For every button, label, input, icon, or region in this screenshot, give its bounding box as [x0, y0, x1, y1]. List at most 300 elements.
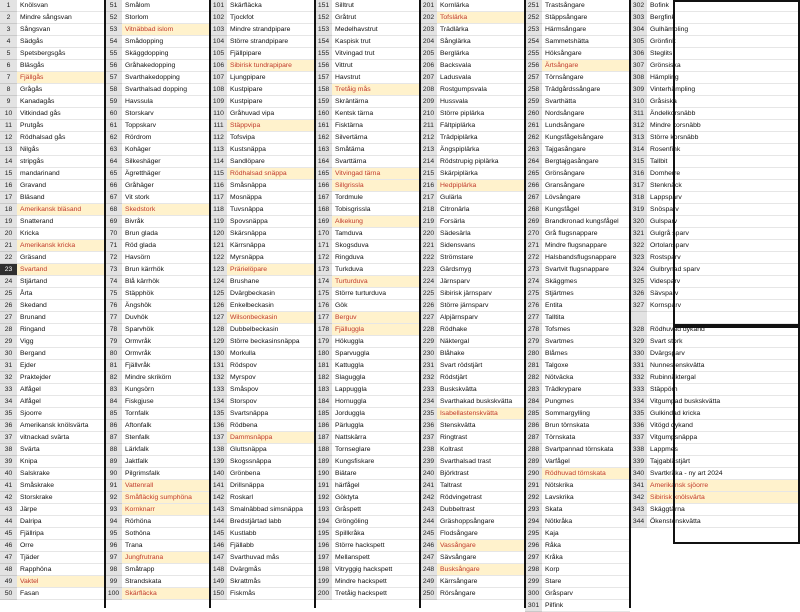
table-row[interactable]	[525, 564, 630, 576]
table-row[interactable]	[0, 216, 105, 228]
species-cell[interactable]: Kustlabb	[227, 528, 315, 540]
species-cell[interactable]: Storlom	[122, 12, 210, 24]
table-row[interactable]	[105, 192, 210, 204]
table-row[interactable]	[315, 204, 420, 216]
species-cell[interactable]: Drillsnäppa	[227, 480, 315, 492]
table-row[interactable]	[315, 444, 420, 456]
species-cell[interactable]: Rödhuvad törnskata	[542, 468, 630, 480]
table-row[interactable]	[105, 168, 210, 180]
table-row[interactable]	[210, 252, 315, 264]
species-cell[interactable]: Wilsonbeckasin	[227, 312, 315, 324]
species-cell[interactable]: Ändelkorsnäbb	[647, 108, 800, 120]
species-cell[interactable]: Småtrapp	[122, 564, 210, 576]
table-row[interactable]	[315, 0, 420, 12]
species-cell[interactable]: Gulgrå sparv	[647, 228, 800, 240]
species-cell[interactable]: Vitnäbbad islom	[122, 24, 210, 36]
species-cell[interactable]: Vitgumpsnäppa	[647, 432, 800, 444]
table-row[interactable]	[210, 564, 315, 576]
species-cell[interactable]: Talltita	[542, 312, 630, 324]
species-cell[interactable]: Amerikansk sjöorre	[647, 480, 800, 492]
species-cell[interactable]: Prärielöpare	[227, 264, 315, 276]
table-row[interactable]	[315, 264, 420, 276]
species-cell[interactable]: Ormvråk	[122, 336, 210, 348]
species-cell[interactable]: Rödvingetrast	[437, 492, 525, 504]
table-row[interactable]	[210, 120, 315, 132]
table-row[interactable]	[630, 72, 800, 84]
table-row[interactable]	[210, 228, 315, 240]
species-cell[interactable]: Småtärna	[332, 144, 420, 156]
species-cell[interactable]: Pärluggla	[332, 420, 420, 432]
table-row[interactable]	[105, 468, 210, 480]
species-cell[interactable]: Sädgås	[17, 36, 105, 48]
species-cell[interactable]: Spillkråka	[332, 528, 420, 540]
species-cell[interactable]: Sävsångare	[437, 552, 525, 564]
table-row[interactable]	[525, 288, 630, 300]
table-row[interactable]	[630, 240, 800, 252]
table-row[interactable]	[210, 540, 315, 552]
species-cell[interactable]: Ringand	[17, 324, 105, 336]
species-cell[interactable]: Mindre sångsvan	[17, 12, 105, 24]
table-row[interactable]	[0, 192, 105, 204]
species-cell[interactable]: Tajgasångare	[542, 144, 630, 156]
species-cell[interactable]: Tordmule	[332, 192, 420, 204]
table-row[interactable]	[105, 336, 210, 348]
species-cell[interactable]: Medelhavstrut	[332, 24, 420, 36]
table-row[interactable]	[210, 552, 315, 564]
species-cell[interactable]: Trastsångare	[542, 0, 630, 12]
species-cell[interactable]: Större strandpipare	[227, 36, 315, 48]
species-cell[interactable]: Gråhakedopping	[122, 60, 210, 72]
table-row[interactable]	[0, 444, 105, 456]
table-row[interactable]	[105, 228, 210, 240]
species-cell[interactable]: Brun törnskata	[542, 420, 630, 432]
species-cell[interactable]: Prutgås	[17, 120, 105, 132]
table-row[interactable]	[0, 252, 105, 264]
species-cell[interactable]: Mindre korsnäbb	[647, 120, 800, 132]
table-row[interactable]	[105, 216, 210, 228]
table-row[interactable]	[210, 276, 315, 288]
table-row[interactable]	[105, 504, 210, 516]
table-row[interactable]	[420, 204, 525, 216]
species-cell[interactable]: Havsörn	[122, 252, 210, 264]
table-row[interactable]	[630, 336, 800, 348]
species-cell[interactable]: Ärtsångare	[542, 60, 630, 72]
species-cell[interactable]: Strömstare	[437, 252, 525, 264]
table-row[interactable]	[210, 432, 315, 444]
table-row[interactable]	[210, 444, 315, 456]
species-cell[interactable]: Stenfalk	[122, 432, 210, 444]
table-row[interactable]	[210, 0, 315, 12]
table-row[interactable]	[210, 60, 315, 72]
table-row[interactable]	[420, 372, 525, 384]
table-row[interactable]	[105, 120, 210, 132]
species-cell[interactable]: Amerikansk bläsand	[17, 204, 105, 216]
species-cell[interactable]: Grönbena	[227, 468, 315, 480]
species-cell[interactable]: Hornuggla	[332, 396, 420, 408]
species-cell[interactable]: Tofsvipa	[227, 132, 315, 144]
table-row[interactable]	[210, 24, 315, 36]
table-row[interactable]	[105, 84, 210, 96]
species-cell[interactable]: Tornfalk	[122, 408, 210, 420]
species-cell[interactable]: Bläsand	[17, 192, 105, 204]
table-row[interactable]	[420, 552, 525, 564]
table-row[interactable]	[630, 156, 800, 168]
table-row[interactable]	[525, 348, 630, 360]
species-cell[interactable]: Storskrake	[17, 492, 105, 504]
species-cell[interactable]: Isabellastenskvätta	[437, 408, 525, 420]
species-cell[interactable]: vitnackad svärta	[17, 432, 105, 444]
table-row[interactable]	[105, 300, 210, 312]
table-row[interactable]	[315, 528, 420, 540]
table-row[interactable]	[105, 420, 210, 432]
table-row[interactable]	[315, 420, 420, 432]
species-cell[interactable]: Tajgablästjärt	[647, 456, 800, 468]
table-row[interactable]	[105, 252, 210, 264]
table-row[interactable]	[630, 12, 800, 24]
species-cell[interactable]: Vinterhämpling	[647, 84, 800, 96]
species-cell[interactable]: Råka	[542, 540, 630, 552]
species-cell[interactable]: Amerikansk knölsvärta	[17, 420, 105, 432]
table-row[interactable]	[420, 528, 525, 540]
table-row[interactable]	[0, 588, 105, 600]
table-row[interactable]	[315, 48, 420, 60]
table-row[interactable]	[525, 576, 630, 588]
species-cell[interactable]: Kungsfiskare	[332, 456, 420, 468]
species-cell[interactable]: Alfågel	[17, 396, 105, 408]
species-cell[interactable]: Vitvingad tärna	[332, 168, 420, 180]
species-cell[interactable]: Småfläckig sumphöna	[122, 492, 210, 504]
table-row[interactable]	[630, 384, 800, 396]
species-cell[interactable]: Stare	[542, 576, 630, 588]
table-row[interactable]	[0, 516, 105, 528]
species-cell[interactable]: Havssula	[122, 96, 210, 108]
species-cell[interactable]: Tretåig hackspett	[332, 588, 420, 600]
species-cell[interactable]: Roskarl	[227, 492, 315, 504]
table-row[interactable]	[525, 228, 630, 240]
species-cell[interactable]: Ökenstenskvätta	[647, 516, 800, 528]
species-cell[interactable]: Silltrut	[332, 0, 420, 12]
table-row[interactable]	[210, 396, 315, 408]
table-row[interactable]	[210, 156, 315, 168]
table-row[interactable]	[210, 192, 315, 204]
species-cell[interactable]: Stäppsångare	[542, 12, 630, 24]
species-cell[interactable]: Koltrast	[437, 444, 525, 456]
species-cell[interactable]: Skata	[542, 504, 630, 516]
table-row[interactable]	[420, 384, 525, 396]
species-cell[interactable]: Skärfläcka	[227, 0, 315, 12]
species-cell[interactable]: Bergtajgasångare	[542, 156, 630, 168]
species-cell[interactable]: Skräntärna	[332, 96, 420, 108]
species-cell[interactable]: Dvärgbeckasin	[227, 288, 315, 300]
table-row[interactable]	[420, 348, 525, 360]
table-row[interactable]	[315, 180, 420, 192]
species-cell[interactable]: Gök	[332, 300, 420, 312]
table-row[interactable]	[0, 300, 105, 312]
table-row[interactable]	[105, 444, 210, 456]
table-row[interactable]	[420, 252, 525, 264]
table-row[interactable]	[525, 204, 630, 216]
table-row[interactable]	[0, 156, 105, 168]
species-cell[interactable]: Kråka	[542, 552, 630, 564]
table-row[interactable]	[105, 204, 210, 216]
species-cell[interactable]: Blåmes	[542, 348, 630, 360]
table-row[interactable]	[0, 576, 105, 588]
table-row[interactable]	[630, 192, 800, 204]
table-row[interactable]	[210, 312, 315, 324]
table-row[interactable]	[630, 24, 800, 36]
species-cell[interactable]: Blå kärrhök	[122, 276, 210, 288]
species-cell[interactable]: Strandskata	[122, 576, 210, 588]
species-cell[interactable]: Knipa	[17, 456, 105, 468]
table-row[interactable]	[210, 588, 315, 600]
species-cell[interactable]: Rödspov	[227, 360, 315, 372]
species-cell[interactable]: Brandkronad kungsfågel	[542, 216, 630, 228]
table-row[interactable]	[630, 48, 800, 60]
species-cell[interactable]: Näktergal	[437, 336, 525, 348]
species-cell[interactable]: Sävsparv	[647, 288, 800, 300]
table-row[interactable]	[105, 492, 210, 504]
table-row[interactable]	[315, 360, 420, 372]
table-row[interactable]	[420, 300, 525, 312]
species-cell[interactable]: Gärdsmyg	[437, 264, 525, 276]
species-cell[interactable]: Ängshök	[122, 300, 210, 312]
species-cell[interactable]: Lövsångare	[542, 192, 630, 204]
table-row[interactable]	[525, 396, 630, 408]
table-row[interactable]	[420, 120, 525, 132]
species-cell[interactable]: Svarthakad buskskvätta	[437, 396, 525, 408]
table-row[interactable]	[210, 132, 315, 144]
table-row[interactable]	[420, 72, 525, 84]
species-cell[interactable]: Talgoxe	[542, 360, 630, 372]
table-row[interactable]	[0, 372, 105, 384]
species-cell[interactable]: Videsparv	[647, 276, 800, 288]
species-cell[interactable]: Orre	[17, 540, 105, 552]
table-row[interactable]	[210, 528, 315, 540]
table-row[interactable]	[630, 288, 800, 300]
species-cell[interactable]: Nilgås	[17, 144, 105, 156]
table-row[interactable]	[105, 480, 210, 492]
species-cell[interactable]: Skärfläcka	[122, 588, 210, 600]
species-cell[interactable]: Rosenfink	[647, 144, 800, 156]
species-cell[interactable]: Hedpiplärka	[437, 180, 525, 192]
species-cell[interactable]: Turturduva	[332, 276, 420, 288]
species-cell[interactable]: Sidensvans	[437, 240, 525, 252]
species-cell[interactable]: Vitögd dykand	[647, 420, 800, 432]
species-cell[interactable]: Göktyta	[332, 492, 420, 504]
table-row[interactable]	[525, 552, 630, 564]
species-cell[interactable]: Järnsparv	[437, 276, 525, 288]
species-cell[interactable]: Fjällgås	[17, 72, 105, 84]
species-cell[interactable]: Vitvingad trut	[332, 48, 420, 60]
table-row[interactable]	[0, 0, 105, 12]
table-row[interactable]	[525, 108, 630, 120]
species-cell[interactable]: Kärrsnäppa	[227, 240, 315, 252]
table-row[interactable]	[210, 216, 315, 228]
table-row[interactable]	[315, 300, 420, 312]
species-cell[interactable]: Järpe	[17, 504, 105, 516]
species-cell[interactable]: Sothöna	[122, 528, 210, 540]
table-row[interactable]	[630, 312, 800, 324]
table-row[interactable]	[105, 348, 210, 360]
table-row[interactable]	[210, 384, 315, 396]
table-row[interactable]	[210, 180, 315, 192]
table-row[interactable]	[210, 516, 315, 528]
species-cell[interactable]: Brunand	[17, 312, 105, 324]
species-cell[interactable]: Sparvhök	[122, 324, 210, 336]
species-cell[interactable]: Nötskrika	[542, 480, 630, 492]
table-row[interactable]	[420, 540, 525, 552]
table-row[interactable]	[315, 456, 420, 468]
species-cell[interactable]: Skedstork	[122, 204, 210, 216]
species-cell[interactable]: Kaspisk trut	[332, 36, 420, 48]
table-row[interactable]	[0, 360, 105, 372]
table-row[interactable]	[105, 396, 210, 408]
table-row[interactable]	[315, 408, 420, 420]
table-row[interactable]	[525, 372, 630, 384]
species-cell[interactable]: Mindre flugsnappare	[542, 240, 630, 252]
species-cell[interactable]: Rödbena	[227, 420, 315, 432]
table-row[interactable]	[420, 24, 525, 36]
species-cell[interactable]: Aftonfalk	[122, 420, 210, 432]
species-cell[interactable]: Havstrut	[332, 72, 420, 84]
table-row[interactable]	[630, 300, 800, 312]
table-row[interactable]	[420, 312, 525, 324]
species-cell[interactable]: Gulkindad kricka	[647, 408, 800, 420]
species-cell[interactable]: Alkekung	[332, 216, 420, 228]
table-row[interactable]	[630, 372, 800, 384]
table-row[interactable]	[210, 504, 315, 516]
table-row[interactable]	[315, 576, 420, 588]
table-row[interactable]	[105, 588, 210, 600]
table-row[interactable]	[315, 588, 420, 600]
species-cell[interactable]: Rörsångare	[437, 588, 525, 600]
species-cell[interactable]: Rödhalsad snäppa	[227, 168, 315, 180]
table-row[interactable]	[315, 480, 420, 492]
species-cell[interactable]: Lappsparv	[647, 192, 800, 204]
species-cell[interactable]: Enkelbeckasin	[227, 300, 315, 312]
table-row[interactable]	[210, 12, 315, 24]
species-cell[interactable]: Vittrut	[332, 60, 420, 72]
species-cell[interactable]: Storspov	[227, 396, 315, 408]
species-cell[interactable]: Steglits	[647, 48, 800, 60]
species-cell[interactable]: Spovsnäppa	[227, 216, 315, 228]
table-row[interactable]	[105, 432, 210, 444]
table-row[interactable]	[525, 480, 630, 492]
table-row[interactable]	[210, 72, 315, 84]
species-cell[interactable]: Vigg	[17, 336, 105, 348]
species-cell[interactable]: Tornseglare	[332, 444, 420, 456]
table-row[interactable]	[0, 132, 105, 144]
species-cell[interactable]: Gråtrut	[332, 12, 420, 24]
table-row[interactable]	[420, 84, 525, 96]
table-row[interactable]	[210, 300, 315, 312]
table-row[interactable]	[420, 144, 525, 156]
species-cell[interactable]: Härmsångare	[542, 24, 630, 36]
table-row[interactable]	[525, 84, 630, 96]
table-row[interactable]	[420, 192, 525, 204]
species-cell[interactable]: Röd glada	[122, 240, 210, 252]
species-cell[interactable]: Fjällpipare	[227, 48, 315, 60]
species-cell[interactable]: Törnskata	[542, 432, 630, 444]
species-cell[interactable]: Salskrake	[17, 468, 105, 480]
species-cell[interactable]: Kohäger	[122, 144, 210, 156]
table-row[interactable]	[525, 600, 630, 612]
species-cell[interactable]: Skedand	[17, 300, 105, 312]
species-cell[interactable]: stripgås	[17, 156, 105, 168]
species-cell[interactable]: Myrsnäppa	[227, 252, 315, 264]
species-cell[interactable]: Kornknarr	[122, 504, 210, 516]
table-row[interactable]	[420, 432, 525, 444]
table-row[interactable]	[105, 48, 210, 60]
species-cell[interactable]: Fjällabb	[227, 540, 315, 552]
species-cell[interactable]: Stäppvipa	[227, 120, 315, 132]
table-row[interactable]	[315, 276, 420, 288]
species-cell[interactable]: Tretåig mås	[332, 84, 420, 96]
species-cell[interactable]: Höksångare	[542, 48, 630, 60]
table-row[interactable]	[315, 324, 420, 336]
species-cell[interactable]: Trana	[122, 540, 210, 552]
species-cell[interactable]: Fasan	[17, 588, 105, 600]
table-row[interactable]	[525, 444, 630, 456]
table-row[interactable]	[105, 372, 210, 384]
table-row[interactable]	[525, 0, 630, 12]
table-row[interactable]	[630, 444, 800, 456]
species-cell[interactable]: Större korsnäbb	[647, 132, 800, 144]
species-cell[interactable]: Mindre strandpipare	[227, 24, 315, 36]
table-row[interactable]	[630, 0, 800, 12]
species-cell[interactable]: Svartand	[17, 264, 105, 276]
table-row[interactable]	[315, 372, 420, 384]
table-row[interactable]	[420, 288, 525, 300]
species-cell[interactable]: Kungsfågelsångare	[542, 132, 630, 144]
species-cell[interactable]: Trädgårdssångare	[542, 84, 630, 96]
table-row[interactable]	[420, 420, 525, 432]
species-cell[interactable]: Kungsfågel	[542, 204, 630, 216]
table-row[interactable]	[630, 456, 800, 468]
species-cell[interactable]: Ringduva	[332, 252, 420, 264]
table-row[interactable]	[105, 72, 210, 84]
table-row[interactable]	[0, 504, 105, 516]
species-cell[interactable]: Grönfink	[647, 36, 800, 48]
species-cell[interactable]: Trädpiplärka	[437, 132, 525, 144]
table-row[interactable]	[525, 360, 630, 372]
species-cell[interactable]: Gråhuvad vipa	[227, 108, 315, 120]
species-cell[interactable]: Jungfrutrana	[122, 552, 210, 564]
table-row[interactable]	[525, 192, 630, 204]
species-cell[interactable]: Småskrake	[17, 480, 105, 492]
table-row[interactable]	[630, 348, 800, 360]
table-row[interactable]	[315, 552, 420, 564]
table-row[interactable]	[105, 264, 210, 276]
table-row[interactable]	[420, 0, 525, 12]
table-row[interactable]	[0, 228, 105, 240]
species-cell[interactable]: Bivråk	[122, 216, 210, 228]
table-row[interactable]	[525, 492, 630, 504]
species-cell[interactable]: Sibirisk tundrapipare	[227, 60, 315, 72]
species-cell[interactable]: Fiskgjuse	[122, 396, 210, 408]
species-cell[interactable]: Forsärla	[437, 216, 525, 228]
table-row[interactable]	[525, 132, 630, 144]
species-cell[interactable]: Smålom	[122, 0, 210, 12]
table-row[interactable]	[0, 564, 105, 576]
species-cell[interactable]: Kustpipare	[227, 84, 315, 96]
species-cell[interactable]: Svart stork	[647, 336, 800, 348]
table-row[interactable]	[0, 540, 105, 552]
species-cell[interactable]: Nunnestenskvätta	[647, 360, 800, 372]
species-cell[interactable]: Mindre hackspett	[332, 576, 420, 588]
species-cell[interactable]: Tjäder	[17, 552, 105, 564]
species-cell[interactable]: Jorduggla	[332, 408, 420, 420]
